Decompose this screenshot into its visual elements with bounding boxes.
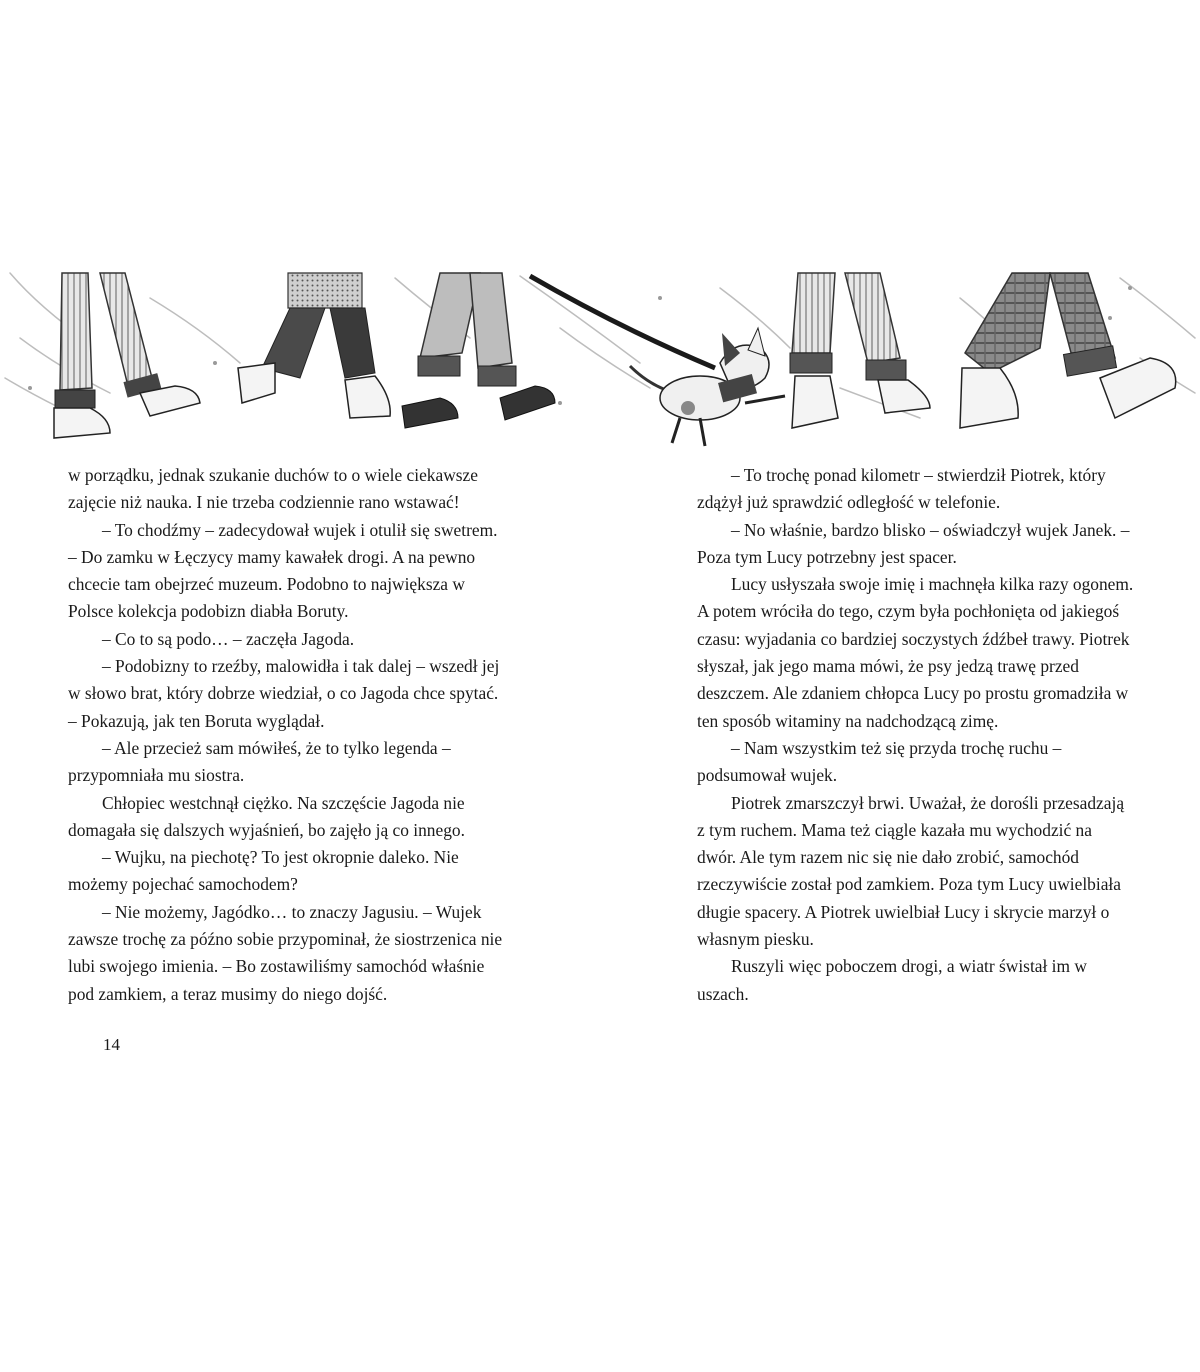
- walker-2-legs: [238, 273, 390, 418]
- paragraph: w porządku, jednak szukanie duchów to o wiele ciekawsze zajęcie niż nauka. I nie trzeba codziennie rano wstawać!: [68, 465, 478, 513]
- paragraph: Piotrek zmarszczył brwi. Uważał, że dorośli przesadzają z tym ruchem. Mama też ciągle kazała mu wychodzić na dwór. Ale tym razem nic się nie dało zrobić, samochód rzeczywiście został pod zamkiem. Poza tym Lucy uwielbiała długie spacery. A Piotrek uwielbiał Lucy i skrycie marzył o własnym piesku.: [697, 792, 1125, 950]
- paragraph: Lucy usłyszała swoje imię i machnęła kilka razy ogonem. A potem wróciła do tego, czym była pochłonięta od jakiegoś czasu: wyjadania co bardziej soczystych źdźbeł trawy. Piotrek słyszał, jak jego mama mówi, że psy jedzą trawę przed deszczem. Ale zdaniem chłopca Lucy po prostu gromadziła w ten sposób witaminy na nadchodzącą zimę.: [697, 574, 1134, 731]
- paragraph: – Podobizny to rzeźby, malowidła i tak dalej – wszedł jej w słowo brat, który dobrze wiedział, o co Jagoda chce spytać. – Pokazują, jak ten Boruta wyglądał.: [68, 656, 500, 731]
- paragraph: Ruszyli więc poboczem drogi, a wiatr świstał im w uszach.: [697, 956, 1087, 1004]
- paragraph: Chłopiec westchnął ciężko. Na szczęście Jagoda nie domagała się dalszych wyjaśnień, bo zajęło ją co innego.: [68, 792, 465, 840]
- paragraph: – Nam wszystkim też się przyda trochę ruchu – podsumował wujek.: [697, 737, 1062, 786]
- dog-lucy: [630, 328, 785, 446]
- leash: [530, 276, 715, 368]
- text-column-left: [68, 462, 506, 1008]
- paragraph: – No właśnie, bardzo blisko – oświadczył wujek Janek. – Poza tym Lucy potrzebny jest spacer.: [697, 519, 1130, 567]
- paragraph: – Co to są podo… – zaczęła Jagoda.: [102, 628, 355, 649]
- paragraph: – To trochę ponad kilometr – stwierdził Piotrek, który zdążył już sprawdzić odległość w telefonie.: [697, 465, 1106, 513]
- paragraph: – Wujku, na piechotę? To jest okropnie daleko. Nie możemy pojechać samochodem?: [68, 847, 459, 895]
- paragraph: – Nie możemy, Jagódko… to znaczy Jagusiu. – Wujek zawsze trochę za późno sobie przypominał, że siostrzenica nie lubi swojego imienia. – Bo zostawiliśmy samochód właśnie pod zamkiem, a teraz musimy do niego dojść.: [68, 901, 503, 1004]
- walking-legs-and-dog-illustration: [0, 268, 1200, 458]
- walker-4-legs: [790, 273, 930, 428]
- text-column-right: [697, 462, 1135, 1008]
- walker-1-legs: [54, 273, 200, 438]
- paragraph: – To chodźmy – zadecydował wujek i otulił się swetrem. – Do zamku w Łęczycy mamy kawałek drogi. A na pewno chcecie tam obejrzeć muzeum. Podobno to największa w Polsce kolekcja podobizn diabła Boruty.: [68, 519, 498, 622]
- paragraph: – Ale przecież sam mówiłeś, że to tylko legenda – przypomniała mu siostra.: [68, 737, 451, 786]
- page-number: 14: [103, 1035, 120, 1054]
- walker-3-legs: [402, 273, 555, 428]
